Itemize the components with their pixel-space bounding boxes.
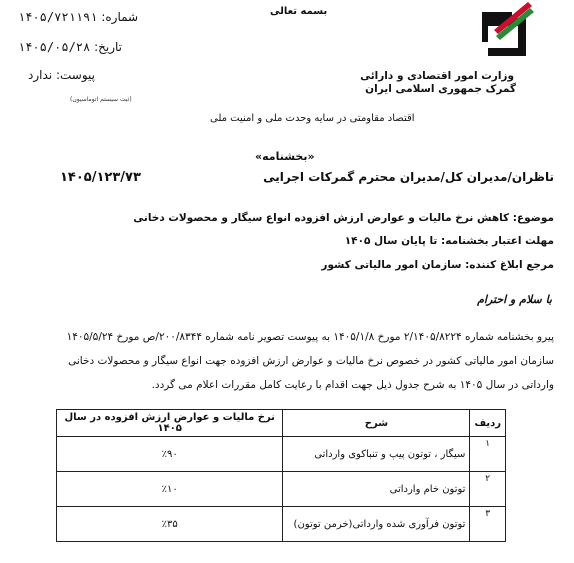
letter-date [18, 40, 122, 54]
row-description: سیگار ، توتون پیپ و تنباکوی وارداتی [283, 437, 470, 472]
row-number: ۳ [470, 507, 506, 542]
org-ministry: وزارت امور اقتصادی و دارائی [360, 70, 514, 82]
customs-logo-icon [472, 2, 536, 66]
attachment-label: پیوست: [55, 68, 95, 82]
row-rate: ٪۱۰ [57, 472, 283, 507]
circular-number: ۱۴۰۵/۱۲۳/۷۳ [60, 170, 141, 185]
date-value: ۱۴۰۵/۰۵/۲۸ [18, 40, 91, 54]
row-number: ۲ [470, 472, 506, 507]
subject-line: موضوع: کاهش نرخ مالیات و عوارض ارزش افزوده انواع سیگار و محصولات دخانی [133, 212, 554, 224]
row-rate: ٪۳۵ [57, 507, 283, 542]
body-line-1: پیرو بخشنامه شماره ۲/۱۴۰۵/۸۲۲۴ مورخ ۱۴۰۵/۱/۸ به پیوست تصویر نامه شماره ۲۰۰/۸۳۴۴/ص مورخ ۱۴۰۵/۵/۲۴ [66, 331, 554, 343]
date-label: تاریخ: [94, 40, 122, 54]
attachment-value: ندارد [28, 68, 53, 82]
table-row [57, 437, 506, 472]
greeting: با سلام و احترام [477, 293, 552, 306]
letter-number [18, 10, 138, 24]
table-row [57, 472, 506, 507]
automation-note: (ثبت سیستم اتوماسیون) [70, 96, 132, 103]
tax-rate-table [56, 409, 506, 542]
addressee: ناظران/مدیران کل/مدیران محترم گمرکات اجرایی [263, 170, 554, 184]
number-label: شماره: [101, 10, 139, 24]
row-number: ۱ [470, 437, 506, 472]
row-rate: ٪۹۰ [57, 437, 283, 472]
org-customs: گمرک جمهوری اسلامی ایران [365, 83, 516, 95]
circular-title: «بخشنامه» [255, 150, 315, 163]
row-description: توتون خام وارداتی [283, 472, 470, 507]
number-value: ۱۴۰۵/۷۲۱۱۹۱ [18, 10, 98, 24]
header-rate: نرخ مالیات و عوارض ارزش افزوده در سال ۱۴۰۵ [57, 410, 283, 437]
header-row-no: ردیف [470, 410, 506, 437]
body-line-3: وارداتی در سال ۱۴۰۵ به شرح جدول ذیل جهت اقدام با رعایت کامل مقررات اعلام می گردد. [151, 379, 554, 391]
table-header-row [57, 410, 506, 437]
table-row [57, 507, 506, 542]
motto: اقتصاد مقاومتی در سایه وحدت ملی و امنیت ملی [210, 113, 415, 124]
row-description: توتون فرآوری شده وارداتی(خرمن توتون) [283, 507, 470, 542]
header-desc: شرح [283, 410, 470, 437]
basmala: بسمه تعالی [270, 6, 328, 17]
letter-attachment [28, 68, 95, 82]
body-line-2: سازمان امور مالیاتی کشور در خصوص نرخ مالیات و عوارض ارزش افزوده جهت انواع سیگار و محصولات دخانی [68, 355, 554, 367]
authority-line: مرجع ابلاغ کننده: سازمان امور مالیاتی کشور [321, 259, 554, 271]
validity-line: مهلت اعتبار بخشنامه: تا پایان سال ۱۴۰۵ [344, 235, 554, 247]
